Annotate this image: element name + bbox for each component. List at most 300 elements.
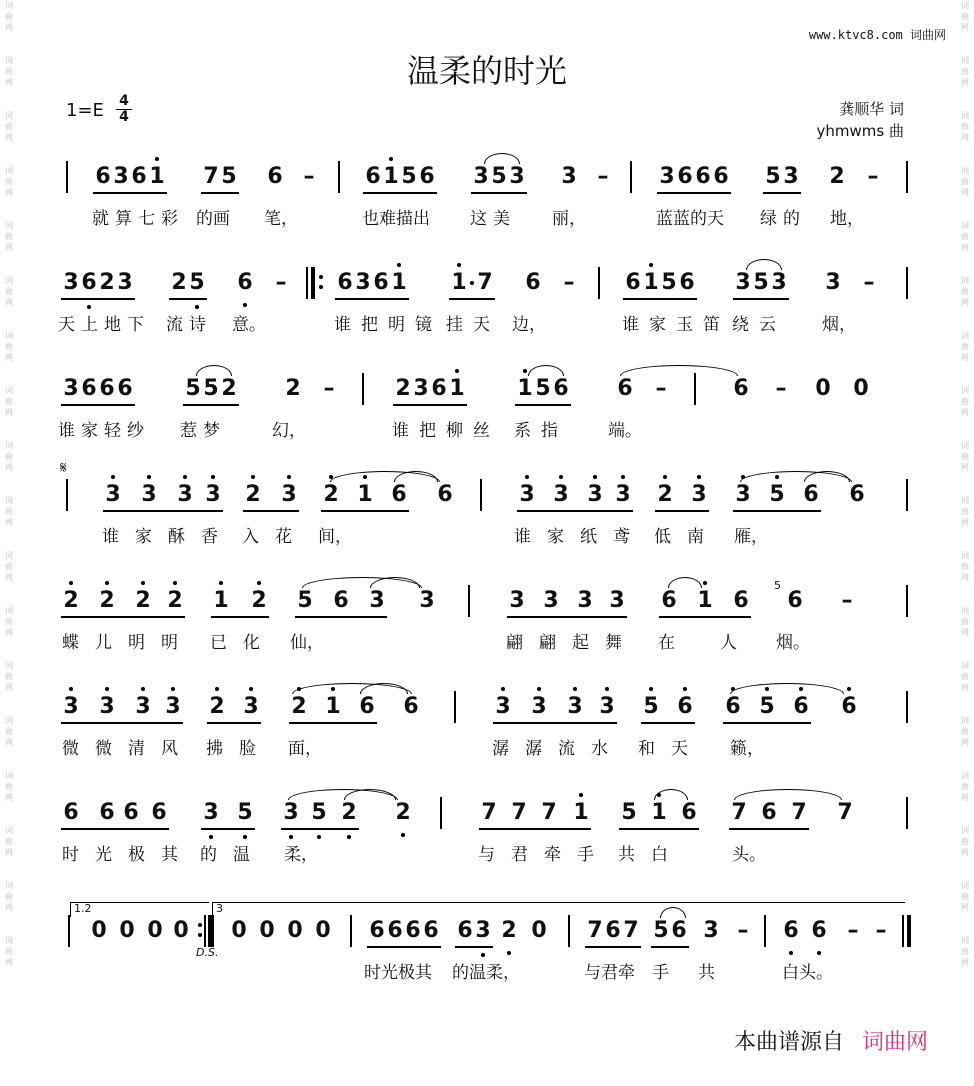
underline [493,722,617,724]
repeat-barline [311,267,315,299]
underline [169,298,207,300]
high-dot [141,581,145,585]
barline [906,691,908,723]
lyric-phrase: 系指 [514,421,568,441]
barline [906,479,908,511]
time-signature [116,94,132,125]
note: 6 [405,918,421,943]
note: 0 [231,918,247,943]
note: – [775,376,787,401]
note: 0 [315,918,331,943]
footer-text: 本曲谱源自 [733,1030,844,1055]
watermark-text: 词 曲 网 [961,551,969,582]
lyric-phrase: 地， [830,209,864,229]
high-dot [697,475,701,479]
watermark-text: 词 曲 网 [961,441,969,472]
lyric-phrase: 间， [318,527,352,547]
underline [729,828,809,830]
lyric-phrase: 谁家玉笛 [622,315,730,335]
note: 1 [697,588,713,613]
watermark-text: 词 曲 网 [961,111,969,142]
watermark-text: 词 曲 网 [961,936,969,967]
note: 1 [573,800,589,825]
footer-brand[interactable]: 词曲网 [861,1030,928,1055]
note: 1 [213,588,229,613]
note: 5 [535,376,551,401]
underline [471,192,527,194]
note: 6 [803,482,819,507]
barline [68,915,70,947]
underline [657,192,731,194]
note: 6 [713,164,729,189]
lyric-phrase: 端。 [608,421,642,441]
note: 7 [477,270,493,295]
slur [734,789,842,800]
barline [906,267,908,299]
low-dot [289,835,293,839]
lyric-phrase: 就算七彩 [92,209,184,229]
barline [906,161,908,193]
note: 3 [205,482,221,507]
note: 0 [853,376,869,401]
low-dot [195,305,199,309]
underline [183,404,239,406]
underline [449,298,495,300]
watermark-text: 词 曲 网 [961,1,969,32]
lyric-phrase: 籁， [730,739,764,759]
note: 6 [373,270,389,295]
high-dot [105,581,109,585]
slur [528,365,564,376]
watermark-text: 词 曲 网 [961,881,969,912]
note: 7 [587,918,603,943]
lyric-phrase: 雁， [734,527,768,547]
note: 6 [81,376,97,401]
note: 6 [681,800,697,825]
note: 3 [99,694,115,719]
low-dot [347,835,351,839]
note: 6 [811,918,827,943]
note: 5 [237,800,253,825]
note: 6 [849,482,865,507]
high-dot [579,793,583,797]
note: 3 [283,800,299,825]
lyric-phrase: 微微清风 [62,739,194,759]
note: 5 [221,164,237,189]
underline [619,828,699,830]
volta-3-label: 3 [216,902,223,915]
watermark-text: 词 曲 网 [961,56,969,87]
note: 5 [185,376,201,401]
lyric-phrase: 和天 [638,739,704,759]
underline [479,828,591,830]
high-dot [573,687,577,691]
note: – [563,270,575,295]
note: 3 [659,164,675,189]
note: 6 [387,918,403,943]
note: 3 [355,270,371,295]
underline [655,510,709,512]
note: 3 [509,164,525,189]
underline [641,722,695,724]
note: 2 [99,270,115,295]
note: 3 [369,588,385,613]
note: 5 [753,270,769,295]
note: 3 [599,694,615,719]
watermark-text: 词 曲 网 [5,276,13,307]
note: 6 [725,694,741,719]
underline [363,192,437,194]
high-dot [173,581,177,585]
high-dot [219,581,223,585]
note: 6 [677,164,693,189]
note: 6 [733,376,749,401]
note: 6 [457,918,473,943]
lyric-phrase: 共白 [618,845,684,865]
note: 3 [419,588,435,613]
note: 1 [449,376,465,401]
note: – [655,376,667,401]
note: 2 [171,270,187,295]
note: 7 [481,800,497,825]
underline [207,722,261,724]
lyric-phrase: 已化 [210,633,276,653]
note: 7 [511,800,527,825]
note: 3 [543,588,559,613]
note: 6 [151,800,167,825]
note: 2 [63,588,79,613]
time-bottom: 4 [119,109,129,125]
footer-source [734,1025,928,1056]
note: 2 [99,588,115,613]
end-barline [902,915,904,947]
repeat-barline [204,915,206,947]
note: 5 [203,376,219,401]
lyric-phrase: 时光极其 [364,963,432,983]
watermark-text: 词 曲 网 [5,166,13,197]
high-dot [105,687,109,691]
barline [694,373,696,405]
ds-mark: D.S. [196,946,219,959]
underline [61,616,185,618]
barline [906,585,908,617]
barline [480,479,482,511]
barline [212,915,214,947]
note: 2 [245,482,261,507]
high-dot [621,475,625,479]
high-dot [649,687,653,691]
note: 3 [203,800,219,825]
repeat-dot [198,923,202,927]
watermark-text: 词 曲 网 [5,661,13,692]
slur [668,577,702,588]
note: 3 [177,482,193,507]
note: 1 [391,270,407,295]
watermark-text: 词 曲 网 [5,936,13,967]
note: 0 [173,918,189,943]
lyric-phrase: 绕云 [732,315,786,335]
high-dot [523,369,527,373]
high-dot [155,157,159,161]
underline [295,616,387,618]
watermark-text: 词 曲 网 [5,331,13,362]
underline [335,298,409,300]
watermark-text: 词 曲 网 [5,386,13,417]
lyric-phrase: 与君牵 [584,963,635,983]
note: 1 [651,800,667,825]
note: 3 [577,588,593,613]
note: 3 [531,694,547,719]
underline [61,298,135,300]
repeat-dot [319,285,323,289]
note: 3 [141,482,157,507]
note: 2 [251,588,267,613]
volta-1-2-label: 1.2 [74,902,92,915]
high-dot [257,581,261,585]
slur [746,259,782,270]
note: 0 [287,918,303,943]
watermark-text: 词 曲 网 [961,386,969,417]
note: 1 [325,694,341,719]
barline [598,267,600,299]
underline [281,828,359,830]
low-dot [317,835,321,839]
watermark-text: 词 曲 网 [961,771,969,802]
note: 5 [621,800,637,825]
high-dot [457,263,461,267]
note: 6 [419,164,435,189]
note: 7 [623,918,639,943]
note: 6 [605,918,621,943]
note: 6 [81,270,97,295]
end-barline [907,915,911,947]
lyric-phrase: 谁家轻纱 [58,421,150,441]
watermark-text: 词 曲 网 [5,1,13,32]
repeat-barline [306,267,308,299]
segno-mark: 𝄋 [60,458,67,477]
underline [103,510,223,512]
watermark-text: 词 曲 网 [5,111,13,142]
note: 3 [825,270,841,295]
high-dot [389,157,393,161]
underline [659,616,751,618]
lyric-phrase: 也难描出 [362,209,430,229]
lyric-phrase: 的画 [196,209,230,229]
underline [393,404,467,406]
lyric-phrase: 仙， [290,633,324,653]
note: 1 [149,164,165,189]
underline [651,946,689,948]
note: 3 [567,694,583,719]
note: 1 [517,376,533,401]
note: 3 [735,482,751,507]
note: 6 [553,376,569,401]
note: 6 [695,164,711,189]
note: 1 [643,270,659,295]
watermark-text: 词 曲 网 [961,166,969,197]
note: 3 [553,482,569,507]
low-dot [87,305,91,309]
note: 6 [525,270,541,295]
note: 5 [189,270,205,295]
slur [484,153,520,164]
low-dot [243,303,247,307]
note: 2 [395,800,411,825]
high-dot [847,687,851,691]
note: 2 [341,800,357,825]
note: 3 [63,694,79,719]
note: 5 [491,164,507,189]
note: 6 [783,918,799,943]
note: 2 [829,164,845,189]
lyric-phrase: 意。 [232,315,266,335]
lyric-phrase: 共 [698,963,715,983]
barline [350,915,352,947]
note: – [841,588,853,613]
note: 5 [661,270,677,295]
note: 5 [765,164,781,189]
note: 6 [661,588,677,613]
barline [630,161,632,193]
repeat-dot [198,933,202,937]
low-dot [507,951,511,955]
high-dot [147,475,151,479]
lyric-phrase: 惹梦 [180,421,226,441]
site-url[interactable]: www.ktvc8.com 词曲网 [808,28,946,42]
lyric-phrase: 面， [288,739,322,759]
lyric-phrase: 翩翩起舞 [506,633,638,653]
note: 6 [333,588,349,613]
watermark-text: 词 曲 网 [5,551,13,582]
slur [620,365,738,376]
note: 6 [677,694,693,719]
note: 1 [451,270,467,295]
lyric-phrase: 蝶儿明明 [62,633,194,653]
note: 2 [323,482,339,507]
slur [196,365,232,376]
high-dot [211,475,215,479]
watermark-text: 词 曲 网 [5,881,13,912]
note: 6 [431,376,447,401]
lyric-phrase: 笔， [264,209,298,229]
note: 7 [731,800,747,825]
lyric-phrase: 头。 [732,845,766,865]
note: 6 [423,918,439,943]
watermark-text: 词 曲 网 [5,826,13,857]
lyric-phrase: 的温 [200,845,266,865]
note: 6 [95,164,111,189]
note: 2 [657,482,673,507]
note: 3 [413,376,429,401]
note: – [867,164,879,189]
note: 6 [761,800,777,825]
lyric-phrase: 潺潺流水 [492,739,624,759]
note: 3 [473,164,489,189]
watermark-text: 词 曲 网 [961,221,969,252]
barline [66,161,68,193]
note: 5 [643,694,659,719]
note: 3 [63,376,79,401]
underline [507,616,627,618]
note: 7 [791,800,807,825]
underline [455,946,493,948]
underline [243,510,299,512]
watermark-text: 词 曲 网 [5,771,13,802]
high-dot [183,475,187,479]
note: 0 [147,918,163,943]
grace-note: 5 [774,579,781,592]
high-dot [141,687,145,691]
high-dot [251,475,255,479]
note: 1 [357,482,373,507]
lyric-phrase: 的温柔， [452,963,520,983]
lyric-phrase: 烟， [822,315,856,335]
note: 3 [587,482,603,507]
note: 6 [365,164,381,189]
note: 5 [759,694,775,719]
note: 6 [403,694,419,719]
note: 6 [99,376,115,401]
underline [367,946,441,948]
slur [730,683,844,694]
lyric-phrase: 流诗 [166,315,212,335]
note: 6 [117,376,133,401]
watermark-text: 词 曲 网 [961,826,969,857]
underline [61,828,169,830]
note: 3 [117,270,133,295]
lyric-phrase: 拂脸 [206,739,272,759]
underline [515,404,571,406]
watermark-text: 词 曲 网 [5,441,13,472]
barline [338,161,340,193]
note: 0 [531,918,547,943]
note: 3 [135,694,151,719]
lyric-phrase: 这美 [470,209,516,229]
low-dot [817,951,821,955]
barline [454,691,456,723]
note: – [863,270,875,295]
lyric-phrase: 在 [658,633,675,653]
key-signature: 1=E [66,100,104,121]
note: 3 [735,270,751,295]
lyric-phrase: 人 [720,633,737,653]
note: 5 [769,482,785,507]
lyric-phrase: 手 [652,963,669,983]
note: 6 [679,270,695,295]
high-dot [501,687,505,691]
underline [211,616,269,618]
high-dot [215,687,219,691]
note: 6 [841,694,857,719]
high-dot [397,263,401,267]
low-dot [209,835,213,839]
note: 7 [541,800,557,825]
lyric-phrase: 柔， [284,845,318,865]
note: 3 [783,164,799,189]
lyric-phrase: 烟。 [776,633,810,653]
high-dot [111,475,115,479]
note: – [737,918,749,943]
high-dot [683,687,687,691]
barline [362,373,364,405]
lyric-phrase: 谁把柳丝 [392,421,500,441]
note: 5 [653,918,669,943]
lyric-phrase: 边， [512,315,546,335]
note: 6 [391,482,407,507]
note: – [303,164,315,189]
lyric-phrase: 时光极其 [62,845,194,865]
underline [61,722,183,724]
